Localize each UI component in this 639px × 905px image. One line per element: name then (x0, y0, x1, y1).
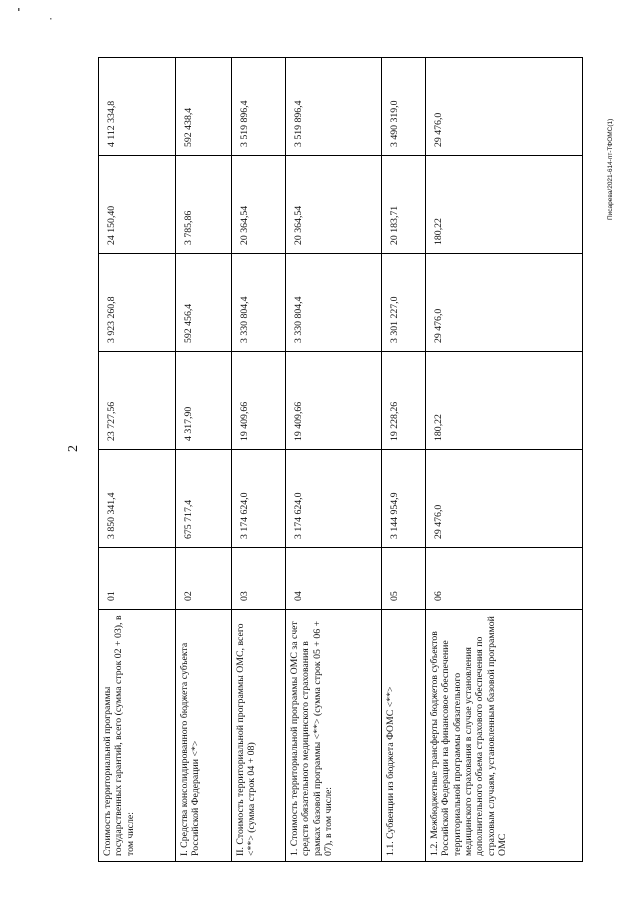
table-row (426, 58, 583, 862)
row-code-cell: 01 (99, 548, 176, 610)
page-number: 2 (66, 445, 81, 452)
row-code-cell: 05 (382, 548, 426, 610)
table-body (99, 58, 583, 862)
rotated-table-wrapper (98, 58, 582, 862)
value-cell: 4 112 334,8 (99, 58, 176, 156)
value-cell: 180,22 (426, 352, 583, 450)
value-cell: 29 476,0 (426, 254, 583, 352)
value-cell: 3 519 896,4 (232, 58, 286, 156)
row-code-cell: 04 (286, 548, 382, 610)
value-cell: 675 717,4 (176, 450, 232, 548)
value-cell: 3 330 804,4 (286, 254, 382, 352)
value-cell: 20 364,54 (286, 156, 382, 254)
value-cell: 3 174 624,0 (232, 450, 286, 548)
value-cell: 24 150,40 (99, 156, 176, 254)
table-row (99, 58, 176, 862)
footer-document-code: Писарева/2021-614-пт-ТФОМС(1) (607, 118, 614, 220)
financing-table (98, 57, 583, 862)
value-cell: 3 519 896,4 (286, 58, 382, 156)
value-cell: 3 490 319,0 (382, 58, 426, 156)
value-cell: 592 456,4 (176, 254, 232, 352)
row-name-cell: 1.1. Субвенции из бюджета ФОМС <**> (382, 610, 426, 862)
value-cell: 3 785,86 (176, 156, 232, 254)
row-name-cell: II. Стоимость территориальной программы ОМС, всего <**> (сумма строк 04 + 08) (232, 610, 286, 862)
row-name-cell: 1.2. Межбюджетные трансферты бюджетов субъектов Российской Федерации на финансовое обеспечение территориальной программы обязательного медицинского страхования в случае установления дополнительного объема страхового обеспечения по страховым случаям, установленным базовой программой ОМС (426, 610, 583, 862)
table-row (286, 58, 382, 862)
value-cell: 23 727,56 (99, 352, 176, 450)
table-row (382, 58, 426, 862)
value-cell: 19 409,66 (286, 352, 382, 450)
table-row (232, 58, 286, 862)
row-code-cell: 06 (426, 548, 583, 610)
row-code-cell: 03 (232, 548, 286, 610)
value-cell: 3 923 260,8 (99, 254, 176, 352)
row-name-cell: Стоимость территориальной программы государственных гарантий, всего (сумма строк 02 + 03), в том числе: (99, 610, 176, 862)
row-name-cell: I. Средства консолидированного бюджета субъекта Российской Федерации <*> (176, 610, 232, 862)
value-cell: 19 409,66 (232, 352, 286, 450)
value-cell: 20 183,71 (382, 156, 426, 254)
table-row (176, 58, 232, 862)
value-cell: 592 438,4 (176, 58, 232, 156)
value-cell: 3 850 341,4 (99, 450, 176, 548)
value-cell: 3 330 804,4 (232, 254, 286, 352)
value-cell: 180,22 (426, 156, 583, 254)
value-cell: 19 228,26 (382, 352, 426, 450)
value-cell: 4 317,90 (176, 352, 232, 450)
row-name-cell: 1. Стоимость территориальной программы ОМС за счет средств обязательного медицинского страхования в рамках базовой программы <**> (сумма строк 05 + 06 + 07), в том числе: (286, 610, 382, 862)
value-cell: 29 476,0 (426, 58, 583, 156)
value-cell: 20 364,54 (232, 156, 286, 254)
row-code-cell: 02 (176, 548, 232, 610)
value-cell: 3 144 954,9 (382, 450, 426, 548)
value-cell: 29 476,0 (426, 450, 583, 548)
value-cell: 3 301 227,0 (382, 254, 426, 352)
value-cell: 3 174 624,0 (286, 450, 382, 548)
